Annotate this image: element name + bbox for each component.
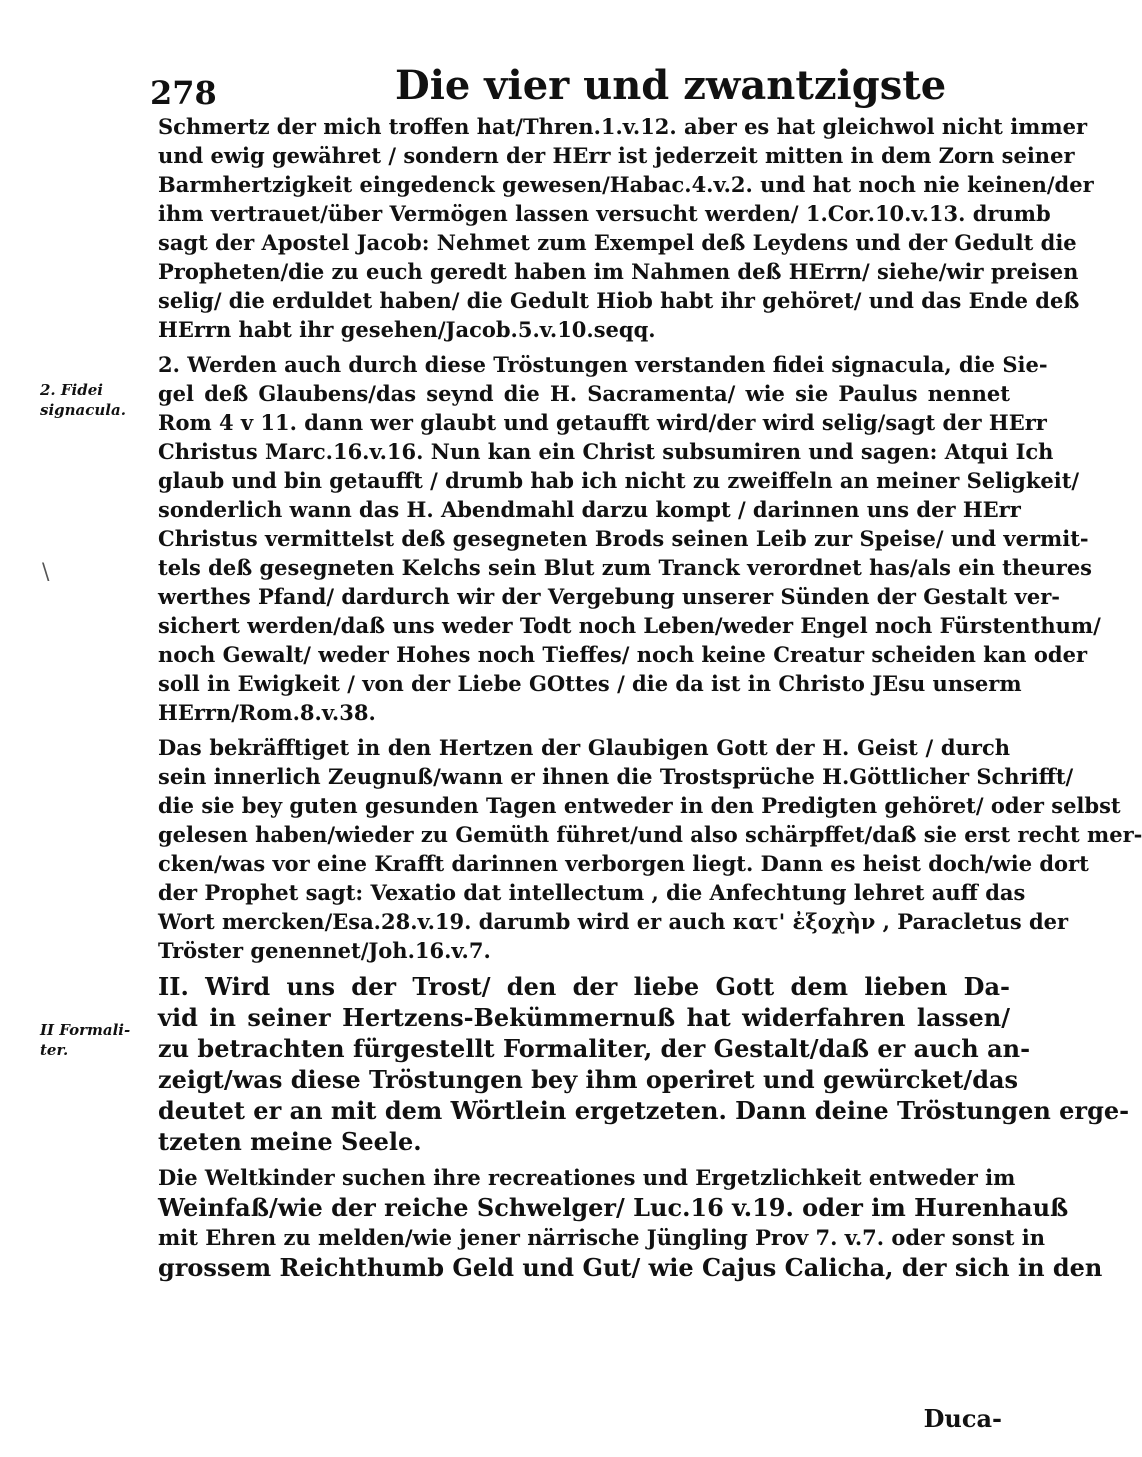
text-line: ihm vertrauet/über Vermögen lassen versucht werden/ 1.Cor.10.v.13. drumb — [158, 201, 1051, 226]
running-title: Die vier und zwantzigste — [395, 62, 947, 109]
text-line: grossem Reichthumb Geld und Gut/ wie Cajus Calicha, der sich in den — [158, 1253, 1103, 1282]
text-line: cken/was vor eine Krafft darinnen verborgen liegt. Dann es heist doch/wie dort — [158, 851, 1089, 876]
text-line: 2. Werden auch durch diese Tröstungen verstanden fidei signacula, die Sie- — [158, 352, 1048, 377]
text-line: Das bekräfftiget in den Hertzen der Glaubigen Gott der H. Geist / durch — [158, 735, 1010, 760]
text-line: der Prophet sagt: Vexatio dat intellectum , die Anfechtung lehret auff das — [158, 880, 1026, 905]
text-line: tels deß gesegneten Kelchs sein Blut zum Tranck verordnet has/als ein theures — [158, 555, 1093, 580]
text-line: gel deß Glaubens/das seynd die H. Sacramenta/ wie sie Paulus nennet — [158, 381, 1010, 406]
text-line: die sie bey guten gesunden Tagen entweder in den Predigten gehöret/ oder selbst — [158, 793, 1121, 818]
text-line: soll in Ewigkeit / von der Liebe GOttes / die da ist in Christo JEsu unserm — [158, 671, 1022, 696]
margin-note-line: ter. — [40, 1041, 69, 1059]
text-line: glaub und bin getaufft / drumb hab ich nicht zu zweiffeln an meiner Seligkeit/ — [158, 468, 1080, 493]
text-line: zeigt/was diese Tröstungen bey ihm operiret und gewürcket/das — [158, 1065, 1019, 1094]
text-line: Tröster genennet/Joh.16.v.7. — [158, 938, 491, 963]
text-line: sagt der Apostel Jacob: Nehmet zum Exempel deß Leydens und der Gedult die — [158, 230, 1077, 255]
text-line: sonderlich wann das H. Abendmahl darzu kompt / darinnen uns der HErr — [158, 497, 1021, 522]
text-line: HErrn/Rom.8.v.38. — [158, 700, 376, 725]
text-line: werthes Pfand/ dardurch wir der Vergebung unserer Sünden der Gestalt ver- — [158, 584, 1060, 609]
margin-note-line: 2. Fidei — [40, 381, 103, 399]
text-line: Rom 4 v 11. dann wer glaubt und getaufft wird/der wird selig/sagt der HErr — [158, 410, 1047, 435]
margin-note-formaliter — [40, 1020, 150, 1060]
text-line: gelesen haben/wieder zu Gemüth führet/und also schärpffet/daß sie erst recht mer- — [158, 822, 1142, 847]
text-line: noch Gewalt/ weder Hohes noch Tieffes/ noch keine Creatur scheiden kan oder — [158, 642, 1088, 667]
text-line: Schmertz der mich troffen hat/Thren.1.v.12. aber es hat gleichwol nicht immer — [158, 114, 1088, 139]
catchword: Duca- — [923, 1404, 1002, 1433]
text-line: Barmhertzigkeit eingedenck gewesen/Habac.4.v.2. und hat noch nie keinen/der — [158, 172, 1094, 197]
margin-note-line: II Formali- — [40, 1021, 131, 1039]
text-line: HErrn habt ihr gesehen/Jacob.5.v.10.seqq. — [158, 317, 656, 342]
text-line: sein innerlich Zeugnuß/wann er ihnen die Trostsprüche H.Göttlicher Schrifft/ — [158, 764, 1074, 789]
page-number: 278 — [150, 74, 217, 112]
text-line: Christus vermittelst deß gesegneten Brods seinen Leib zur Speise/ und vermit- — [158, 526, 1089, 551]
text-line: deutet er an mit dem Wörtlein ergetzeten. Dann deine Tröstungen erge- — [158, 1096, 1130, 1125]
text-line: selig/ die erduldet haben/ die Gedult Hiob habt ihr gehöret/ und das Ende deß — [158, 288, 1080, 313]
text-line: II. Wird uns der Trost/ den der liebe Gott dem lieben Da- — [158, 972, 1010, 1001]
text-line: vid in seiner Hertzens-Bekümmernuß hat widerfahren lassen/ — [158, 1003, 1010, 1032]
text-line: Propheten/die zu euch geredt haben im Nahmen deß HErrn/ siehe/wir preisen — [158, 259, 1079, 284]
text-line: tzeten meine Seele. — [158, 1127, 422, 1156]
body-text — [158, 112, 1142, 1283]
stray-ink-mark: \ — [42, 560, 50, 585]
text-line: und ewig gewähret / sondern der HErr ist jederzeit mitten in dem Zorn seiner — [158, 143, 1075, 168]
text-line: zu betrachten fürgestellt Formaliter, der Gestalt/daß er auch an- — [158, 1034, 1031, 1063]
text-line: Weinfaß/wie der reiche Schwelger/ Luc.16 v.19. oder im Hurenhauß — [158, 1193, 1069, 1222]
text-line: Wort mercken/Esa.28.v.19. darumb wird er auch κατ' ἐξοχὴν , Paracletus der — [158, 909, 1069, 934]
text-line: sichert werden/daß uns weder Todt noch Leben/weder Engel noch Fürstenthum/ — [158, 613, 1101, 638]
text-line: mit Ehren zu melden/wie jener närrische Jüngling Prov 7. v.7. oder sonst in — [158, 1225, 1045, 1250]
page-header — [150, 62, 947, 112]
text-line: Die Weltkinder suchen ihre recreationes und Ergetzlichkeit entweder im — [158, 1165, 1016, 1190]
margin-note-line: signacula. — [40, 401, 126, 419]
margin-note-fidei-signacula — [40, 380, 150, 420]
text-line: Christus Marc.16.v.16. Nun kan ein Christ subsumiren und sagen: Atqui Ich — [158, 439, 1054, 464]
